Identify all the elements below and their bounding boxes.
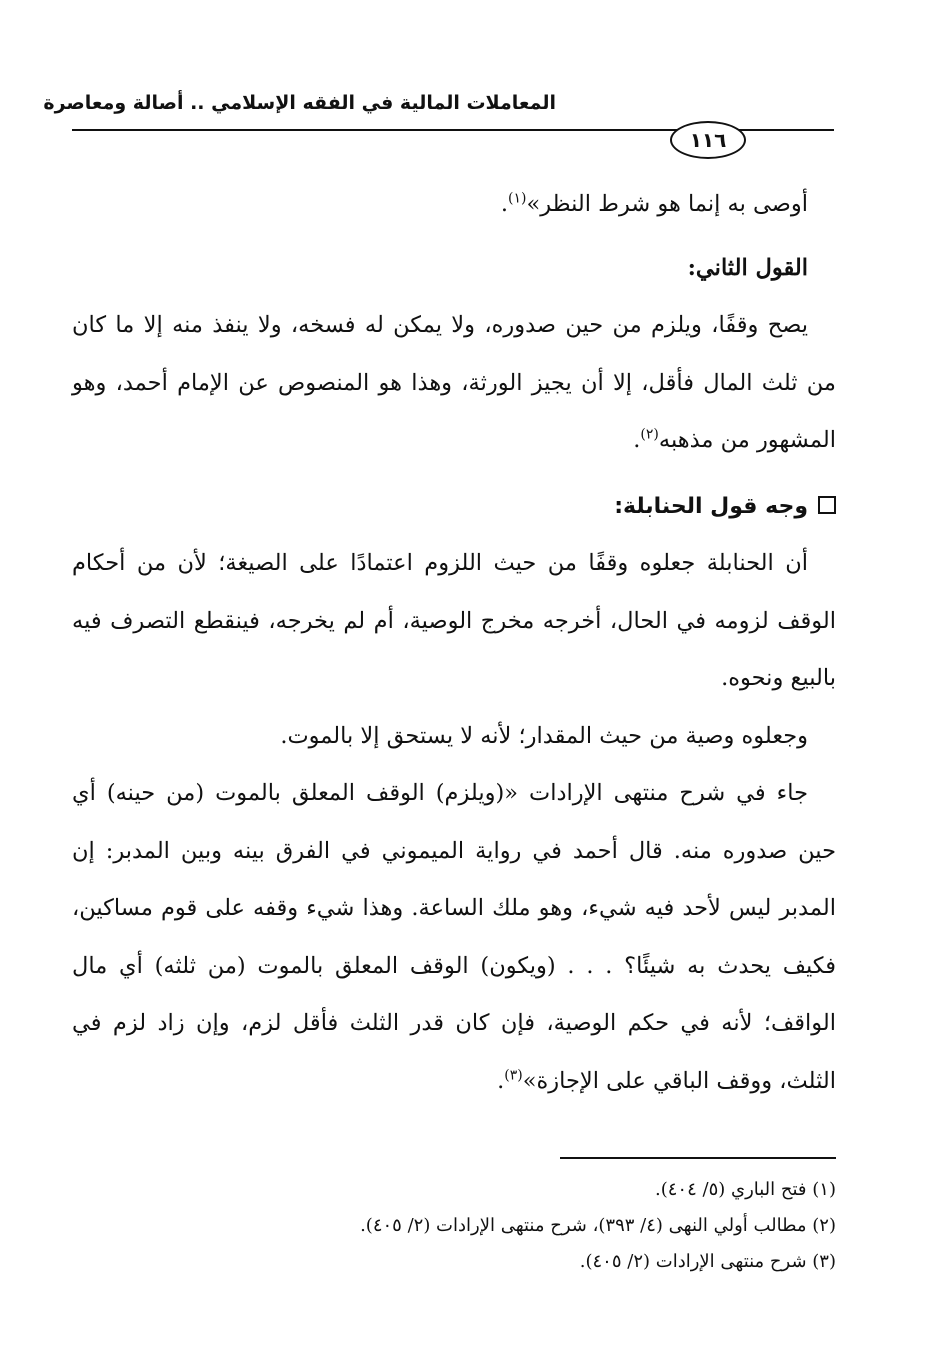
paragraph-second-opinion — [72, 297, 836, 470]
paragraph-quotation — [72, 765, 836, 1110]
footnote-separator — [560, 1157, 836, 1159]
paragraph-end: . — [497, 1067, 505, 1094]
paragraph-continuation — [72, 176, 836, 234]
paragraph-hanbali-reason: أن الحنابلة جعلوه وقفًا من حيث اللزوم اعتمادًا على الصيغة؛ لأن من أحكام الوقف لزومه في الحال، أخرجه مخرج الوصية، أم لم يخرجه، فينقطع التصرف فيه بالبيع ونحوه. — [72, 550, 836, 691]
footnote-1: (١) فتح الباري (٥/ ٤٠٤). — [655, 1179, 836, 1200]
running-header-title: المعاملات المالية في الفقه الإسلامي .. أصالة ومعاصرة — [43, 92, 556, 114]
paragraph-end: . — [500, 191, 508, 217]
paragraph-text: يصح وقفًا، ويلزم من حين صدوره، ولا يمكن له فسخه، ولا ينفذ منه إلا ما كان من ثلث المال فأقل، إلا أن يجيز الورثة، وهذا هو المنصوص عن الإمام أحمد، وهو المشهور من مذهبه — [72, 312, 836, 453]
paragraph-will-amount: وجعلوه وصية من حيث المقدار؛ لأنه لا يستحق إلا بالموت. — [280, 722, 808, 749]
paragraph-text: أوصى به إنما هو شرط النظر» — [526, 191, 808, 217]
paragraph-text: جاء في شرح منتهى الإرادات «(ويلزم) الوقف المعلق بالموت (من حينه) أي حين صدوره منه. قال أحمد في رواية الميموني في الفرق بينه وبين المدبر: إن المدبر ليس لأحد فيه شيء، وهو ملك الساعة. وهذا شيء وقفه على قوم مساكين، فكيف يحدث به شيئًا؟ . . . (ويكون) الوقف المعلق بالموت (من ثلثه) أي مال الواقف؛ لأنه في حكم الوصية، فإن كان قدر الثلث فأقل لزم، وإن زاد لزم في الثلث، ووقف الباقي على الإجازة» — [72, 780, 837, 1094]
square-bullet-icon — [818, 496, 836, 514]
section-heading — [72, 478, 836, 536]
footnote-ref-1: (١) — [507, 190, 527, 207]
footnote-ref-2: (٢) — [640, 426, 659, 443]
paragraph-end: . — [633, 427, 641, 453]
section-heading-text: وجه قول الحنابلة: — [614, 493, 808, 519]
main-text — [72, 176, 836, 1110]
footnote-2: (٢) مطالب أولي النهى (٤/ ٣٩٣)، شرح منتهى الإرادات (٢/ ٤٠٥). — [360, 1215, 836, 1236]
footnotes — [72, 1172, 836, 1280]
footnote-3: (٣) شرح منتهى الإرادات (٢/ ٤٠٥). — [579, 1251, 836, 1272]
footnote-ref-3: (٣) — [504, 1067, 523, 1083]
subheading-second-opinion: القول الثاني: — [687, 254, 808, 281]
page-number-badge: ١١٦ — [670, 121, 746, 159]
